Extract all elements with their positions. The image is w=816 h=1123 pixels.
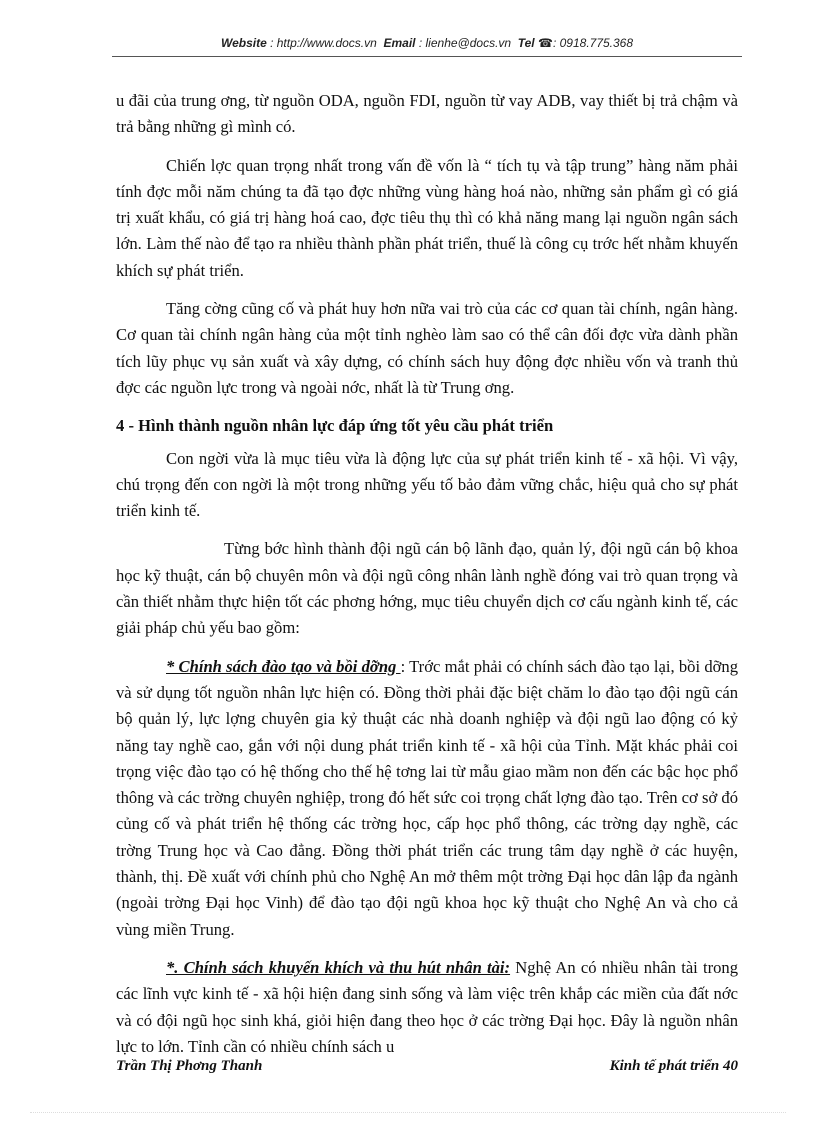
training-policy-title: * Chính sách đào tạo và bồi dỡng: [166, 656, 401, 676]
paragraph-5: Từng bớc hình thành đội ngũ cán bộ lãnh đạo, quản lý, đội ngũ cán bộ khoa học kỹ thuật, cán bộ chuyên môn và đội ngũ công nhân lành nghề đóng vai trò quan trọng và cần thiết nhằm thực hiện tốt các phơng hớng, mục tiêu chuyển dịch cơ cấu ngành kinh tế, các giải pháp chủ yếu bao gồm:: [116, 539, 738, 638]
page-bottom-divider: [30, 1112, 786, 1113]
paragraph-1: u đãi của trung ơng, từ nguồn ODA, nguồn FDI, nguồn từ vay ADB, vay thiết bị trả chậm và trả bằng những gì mình có.: [116, 91, 738, 137]
talent-policy-title: *. Chính sách khuyến khích và thu hút nhân tài:: [166, 957, 511, 977]
training-policy-text: : Trớc mắt phải có chính sách đào tạo lại, bồi dỡng và sử dụng tốt nguồn nhân lực hiện có. Đồng thời phải đặc biệt chăm lo đào tạo đội ngũ cán bộ quản lý, lực lợng chuyên gia kỷ thuật các nhà doanh nghiệp và đội ngũ lao động có kỷ năng tay nghề cao, gắn với nội dung phát triển kinh tế - xã hội của Tỉnh. Mặt khác phải coi trọng việc đào tạo có hệ thống cho thế hệ tơng lai từ mẫu giao mầm non đến các bậc học phổ thông và các trờng chuyên nghiệp, trong đó hết sức coi trọng chất lợng đào tạo. Trên cơ sở đó củng cố và phát triển hệ thống các trờng học, cấp học phổ thông, các trờng dạy nghề, các trờng Trung học và Cao đẳng. Đồng thời phát triển các trung tâm dạy nghề ở các huyện, thành, thị. Đề xuất với chính phủ cho Nghệ An mở thêm một trờng Đại học dân lập đa ngành (ngoài trờng Đại học Vinh) để đào tạo đội ngũ khoa học kỹ thuật cho Nghệ An và cho cả vùng miền Trung.: [116, 656, 738, 939]
website-value[interactable]: : http://www.docs.vn: [270, 36, 377, 50]
footer-author: Trần Thị Phơng Thanh: [116, 1058, 263, 1074]
section-heading-4: 4 - Hình thành nguồn nhân lực đáp ứng tốt yêu cầu phát triển: [116, 416, 554, 436]
footer-page-label: Kinh tế phát triển 40: [609, 1058, 738, 1074]
email-value[interactable]: : lienhe@docs.vn: [418, 36, 512, 50]
paragraph-3: Tăng cờng cũng cố và phát huy hơn nữa vai trò của các cơ quan tài chính, ngân hàng. Cơ quan tài chính ngân hàng của một tỉnh nghèo làm sao có thể cân đối đợc vừa dành phần tích lũy phục vụ sản xuất và xây dựng, có chính sách huy động đợc nhiều vốn và tranh thủ đợc các nguồn lực trong và ngoài nớc, nhất là từ Trung ơng.: [116, 299, 738, 397]
website-label: Website: [220, 36, 267, 50]
email-label: Email: [383, 36, 416, 50]
talent-policy-text: Nghệ An có nhiều nhân tài trong các lĩnh vực kinh tế - xã hội hiện đang sinh sống và làm việc trên khắp các miền của đất nớc và có đội ngũ học sinh khá, giỏi hiện đang theo học ở các trờng Đại học. Đây là nguồn nhân lực to lớn. Tỉnh cần có nhiều chính sách u: [116, 957, 739, 1056]
header-divider: [112, 56, 742, 57]
paragraph-6: [116, 654, 738, 943]
paragraph-7: [116, 955, 738, 1060]
paragraph-4: Con ngời vừa là mục tiêu vừa là động lực của sự phát triển kinh tế - xã hội. Vì vậy, chú trọng đến con ngời là một trong những yếu tố bảo đảm vững chắc, hiệu quả cho sự phát triển kinh tế.: [116, 448, 738, 521]
tel-value: : 0918.775.368: [552, 36, 634, 50]
phone-icon: ☎: [538, 36, 553, 50]
page-header: [112, 36, 742, 50]
document-body: [116, 88, 738, 1072]
paragraph-2: Chiến lợc quan trọng nhất trong vấn đề vốn là “ tích tụ và tập trung” hàng năm phải tính đợc mỗi năm chúng ta đã tạo đợc những vùng hàng hoá nào, những sản phẩm gì có giá trị xuất khẩu, có giá trị hàng hoá cao, đợc tiêu thụ thì có khả năng mang lại nguồn ngân sách lớn. Làm thế nào để tạo ra nhiều thành phần phát triển, thuế là công cụ trớc hết nhằm khuyến khích sự phát triển.: [116, 155, 738, 280]
tel-label: Tel: [517, 36, 535, 50]
